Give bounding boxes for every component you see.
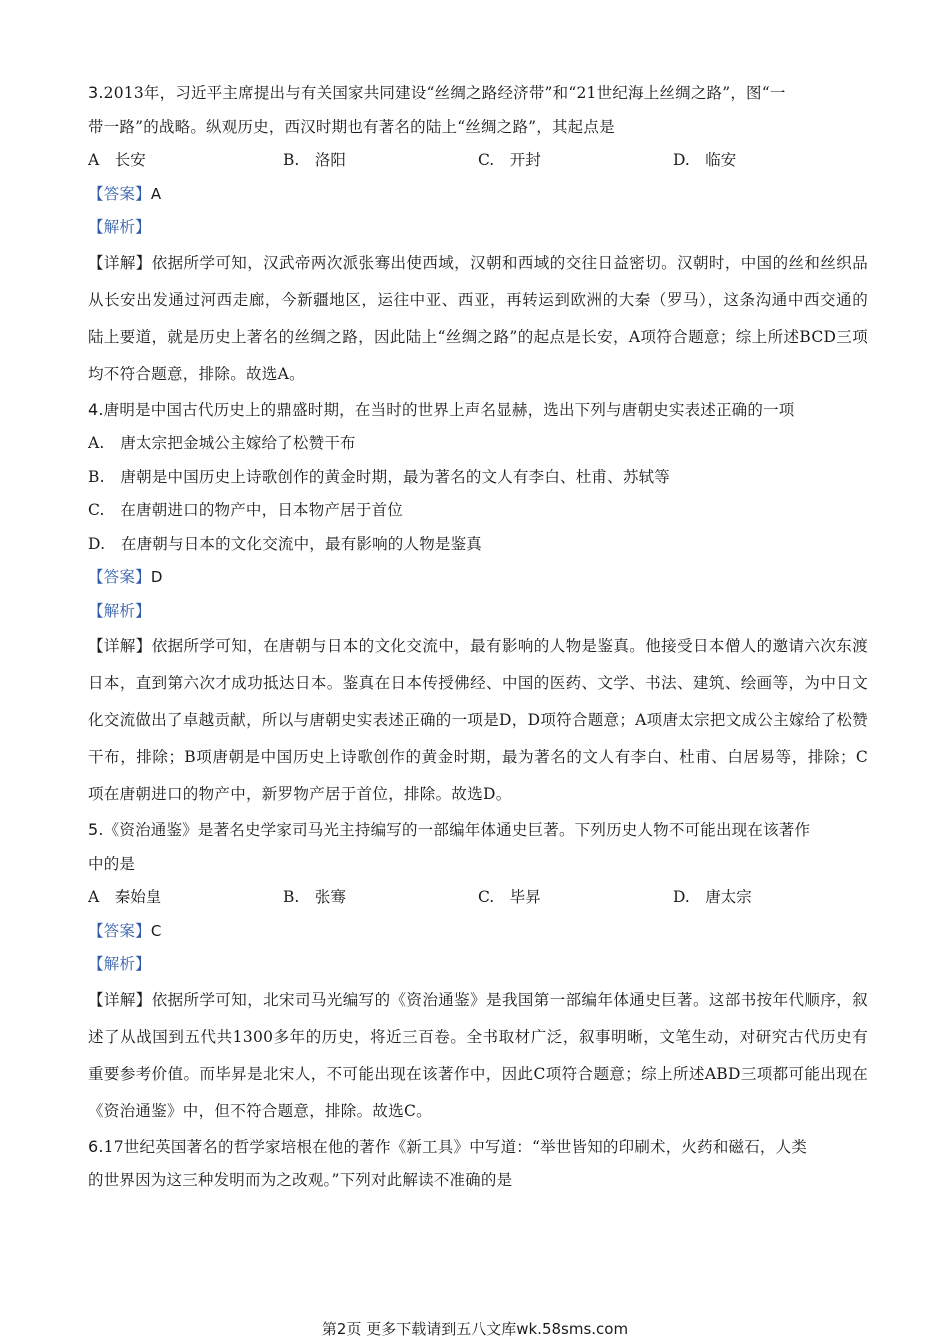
question-4-option-c: C. 在唐朝进口的物产中，日本物产居于首位	[88, 501, 403, 519]
question-4-analysis-tag: 【解析】	[88, 601, 151, 620]
question-4-option-a: A. 唐太宗把金城公主嫁给了松赞干布	[88, 434, 356, 452]
option-a: A 长安	[88, 151, 146, 169]
question-5-detail: 【详解】依据所学可知，北宋司马光编写的《资治通鉴》是我国第一部编年体通史巨著。这部书按年代顺序，叙述了从战国到五代共1300多年的历史，将近三百卷。全书取材广泛，叙事明晰，文笔生动，对研究古代历史有重要参考价值。而毕昇是北宋人，不可能出现在该著作中，因此C项符合题意；综上所述ABD三项都可能出现在《资治通鉴》中，但不符合题意，排除。故选C。	[88, 990, 868, 1120]
question-5-stem-cont: 中的是	[88, 854, 136, 873]
question-3-answer: 【答案】A	[88, 184, 162, 203]
page-footer: 第2页 更多下载请到五八文库wk.58sms.com	[321, 1320, 629, 1338]
question-5-options	[88, 881, 868, 915]
question-5-stem: 5.《资治通鉴》是著名史学家司马光主持编写的一部编年体通史巨著。下列历史人物不可能出现在该著作	[88, 820, 811, 839]
question-3-detail: 【详解】依据所学可知，汉武帝两次派张骞出使西域，汉朝和西域的交往日益密切。汉朝时，中国的丝和丝织品从长安出发通过河西走廊，今新疆地区，运往中亚、西亚，再转运到欧洲的大秦（罗马），这条沟通中西交通的陆上要道，就是历史上著名的丝绸之路，因此陆上“丝绸之路”的起点是长安，A项符合题意；综上所述BCD三项均不符合题意，排除。故选A。	[88, 253, 868, 383]
question-4-option-d: D. 在唐朝与日本的文化交流中，最有影响的人物是鉴真	[88, 534, 483, 553]
question-4-number: 4.	[88, 399, 104, 419]
option-d: D. 唐太宗	[673, 888, 752, 906]
question-4-option-b: B. 唐朝是中国历史上诗歌创作的黄金时期，最为著名的文人有李白、杜甫、苏轼等	[88, 467, 670, 486]
question-3-stem-cont: 带一路”的战略。纵观历史，西汉时期也有著名的陆上“丝绸之路”，其起点是	[88, 117, 615, 136]
option-b: B. 洛阳	[283, 151, 346, 169]
question-3-number: 3.	[88, 83, 104, 102]
question-4-answer: 【答案】D	[88, 568, 163, 586]
question-3-stem: 3.2013年，习近平主席提出与有关国家共同建设“丝绸之路经济带”和“21世纪海上丝绸之路”，图“一	[88, 83, 786, 102]
document-body	[88, 76, 868, 1198]
question-3-options	[88, 144, 868, 178]
option-b: B. 张骞	[283, 888, 346, 906]
question-6-stem-cont: 的世界因为这三种发明而为之改观。”下列对此解读不准确的是	[88, 1171, 513, 1189]
question-4-detail: 【详解】依据所学可知，在唐朝与日本的文化交流中，最有影响的人物是鉴真。他接受日本僧人的邀请六次东渡日本，直到第六次才成功抵达日本。鉴真在日本传授佛经、中国的医药、文学、书法、建筑、绘画等，为中日文化交流做出了卓越贡献，所以与唐朝史实表述正确的一项是D，D项符合题意；A项唐太宗把文成公主嫁给了松赞干布，排除；B项唐朝是中国历史上诗歌创作的黄金时期，最为著名的文人有李白、杜甫、白居易等，排除；C项在唐朝进口的物产中，新罗物产居于首位，排除。故选D。	[88, 637, 868, 803]
question-6-number: 6.	[88, 1136, 104, 1156]
option-c: C. 毕昇	[478, 888, 541, 906]
option-c: C. 开封	[478, 151, 541, 169]
option-a: A 秦始皇	[88, 888, 162, 906]
question-5-answer: 【答案】C	[88, 921, 162, 940]
question-5-number: 5.	[88, 820, 104, 839]
question-5-analysis-tag: 【解析】	[88, 955, 151, 973]
question-3-analysis-tag: 【解析】	[88, 218, 151, 236]
option-d: D. 临安	[673, 151, 737, 169]
question-6-stem: 6.17世纪英国著名的哲学家培根在他的著作《新工具》中写道：“举世皆知的印刷术，火药和磁石，人类	[88, 1136, 808, 1156]
question-4-stem: 4.唐明是中国古代历史上的鼎盛时期，在当时的世界上声名显赫，选出下列与唐朝史实表述正确的一项	[88, 399, 795, 419]
